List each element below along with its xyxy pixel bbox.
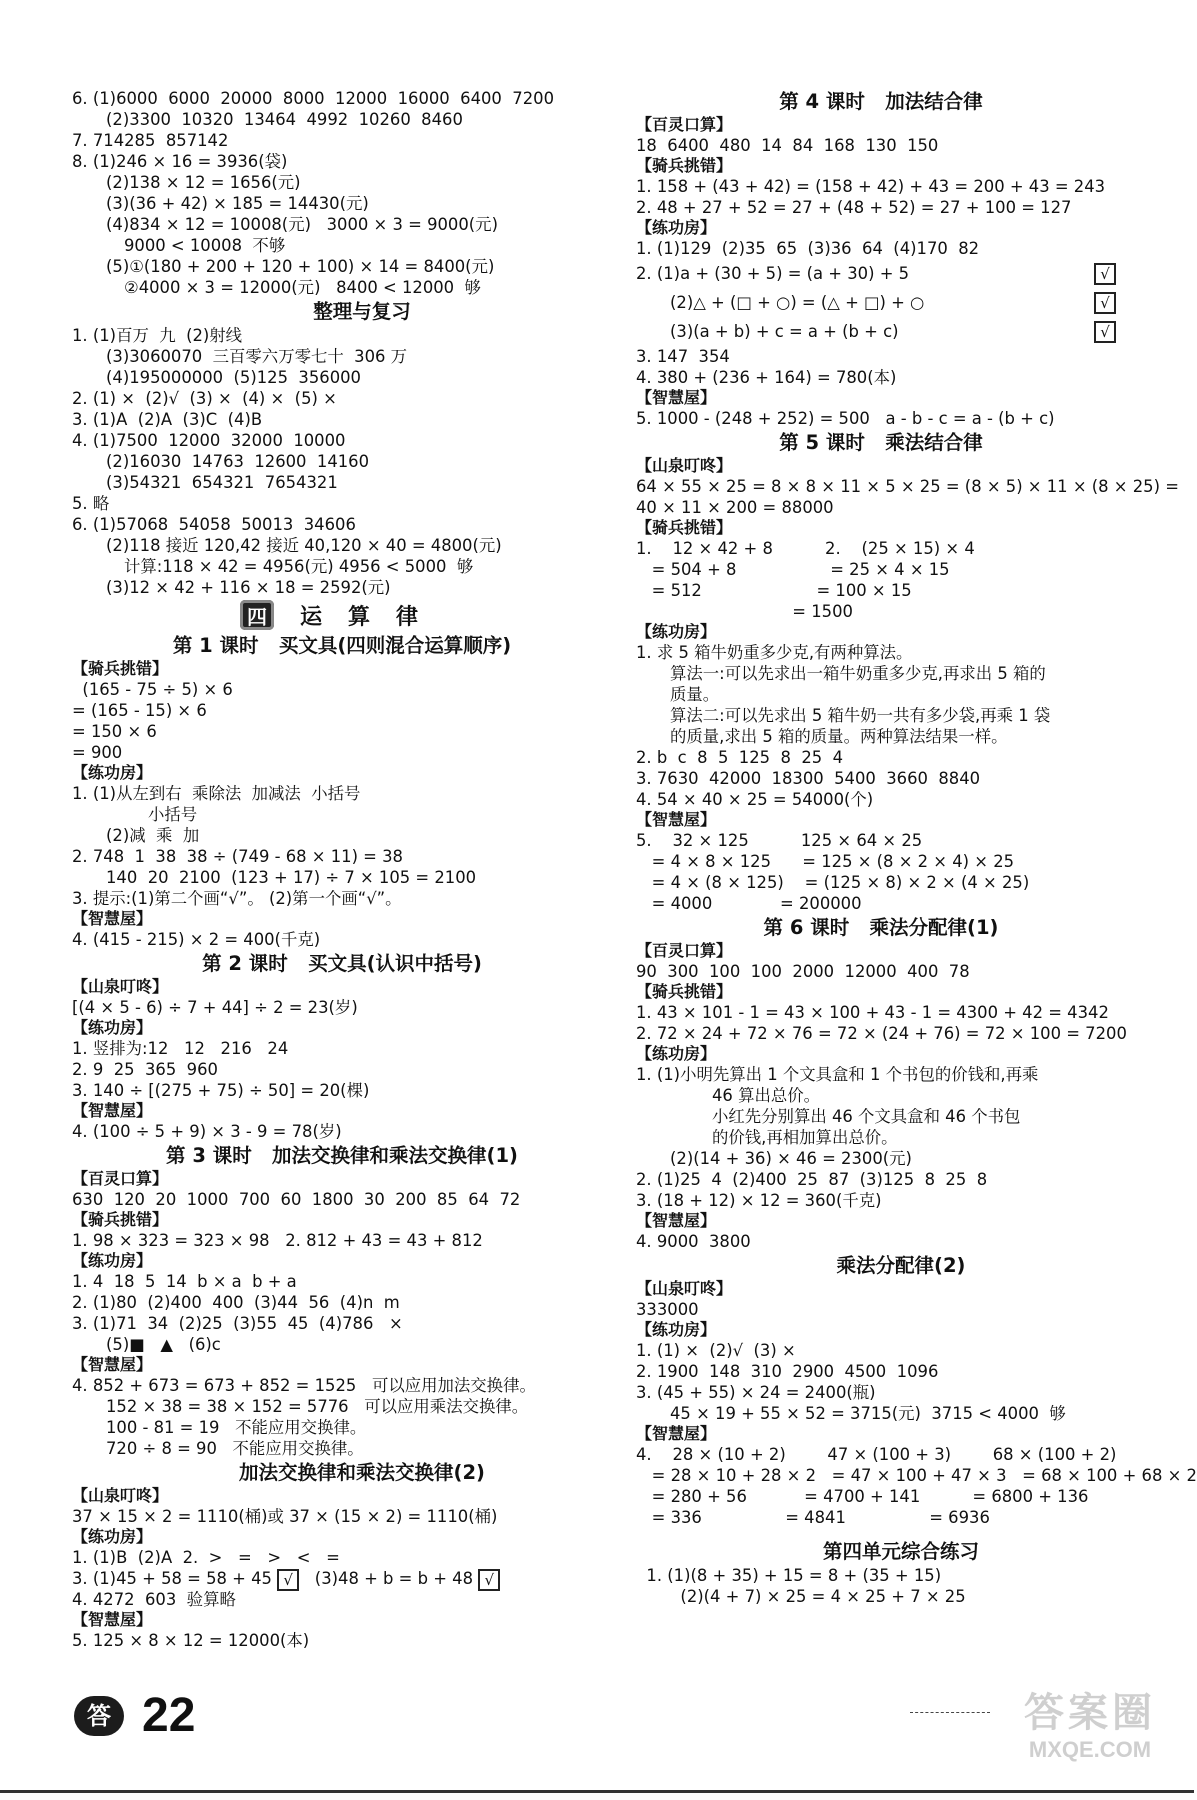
answer-line: = 1500 [636,602,853,621]
answer-line: 333000 [636,1300,699,1319]
answer-line: 1. 12 × 42 + 8 2. (25 × 15) × 4 [636,539,975,558]
section-label: 【智慧屋】 [72,1610,153,1629]
check-box: √ [277,1569,299,1591]
section-label: 【百灵口算】 [72,1169,169,1188]
section-label: 【百灵口算】 [636,115,733,134]
answer-line: 的质量,求出 5 箱的质量。两种算法结果一样。 [670,727,1008,746]
answer-line [636,288,1126,317]
answer-line: 1. (1)129 (2)35 65 (3)36 64 (4)170 82 [636,239,980,258]
answer-line: 46 算出总价。 [712,1086,821,1105]
lesson-heading: 第 4 课时 加法结合律 [779,90,983,113]
lesson-heading: 第 3 课时 加法交换律和乘法交换律(1) [166,1144,518,1167]
answer-line: 7. 714285 857142 [72,131,229,150]
watermark-url: MXQE.COM [1028,1737,1152,1762]
answer-line: (3)12 × 42 + 116 × 18 = 2592(元) [106,578,391,597]
page-number: 22 [142,1689,196,1742]
answer-line: (4)195000000 (5)125 356000 [106,368,361,387]
unit-title [72,598,612,632]
answer-line: 2. (1)25 4 (2)400 25 87 (3)125 8 25 8 [636,1170,988,1189]
answer-line: [(4 × 5 - 6) ÷ 7 + 44] ÷ 2 = 23(岁) [72,998,358,1017]
section-label: 【智慧屋】 [636,1424,717,1443]
section-label: 【智慧屋】 [636,1211,717,1230]
answer-line: = 900 [72,743,123,762]
answer-line: = 336 = 4841 = 6936 [636,1508,990,1527]
lesson-heading: 整理与复习 [313,300,411,323]
answer-line: (3)(36 + 42) × 185 = 14430(元) [106,194,369,213]
answer-line: 90 300 100 100 2000 12000 400 78 [636,962,970,981]
answer-line: 1. 竖排为:12 12 216 24 [72,1039,289,1058]
answer-line: 6. (1)6000 6000 20000 8000 12000 16000 6400 7200 [72,89,554,108]
section-label: 【智慧屋】 [72,1101,153,1120]
answer-line: 2. 72 × 24 + 72 × 76 = 72 × (24 + 76) = 72 × 100 = 7200 [636,1024,1127,1043]
watermark-logo [1000,1690,1180,1780]
answer-line: (2)3300 10320 13464 4992 10260 8460 [106,110,463,129]
answer-line: 2. b c 8 5 125 8 25 4 [636,748,844,767]
answer-line: 1. 98 × 323 = 323 × 98 2. 812 + 43 = 43 + 812 [72,1231,483,1250]
answer-line: 2. 1900 148 310 2900 4500 1096 [636,1362,939,1381]
answer-text: 2. (1)a + (30 + 5) = (a + 30) + 5 [636,264,910,283]
footer-dash [910,1712,990,1713]
answer-line: 45 × 19 + 55 × 52 = 3715(元) 3715 < 4000 够 [670,1404,1066,1423]
answer-line: 3. (1)71 34 (2)25 (3)55 45 (4)786 × [72,1314,403,1333]
answer-line: = 504 + 8 = 25 × 4 × 15 [636,560,950,579]
answer-line: 计算:118 × 42 = 4956(元) 4956 < 5000 够 [124,557,474,576]
answer-line: 1. (1)小明先算出 1 个文具盒和 1 个书包的价钱和,再乘 [636,1065,1039,1084]
answer-line: (2)16030 14763 12600 14160 [106,452,370,471]
answer-line: 720 ÷ 8 = 90 不能应用交换律。 [106,1439,364,1458]
section-label: 【山泉叮咚】 [636,1279,733,1298]
lesson-heading: 第 1 课时 买文具(四则混合运算顺序) [172,634,512,657]
answer-line: 9000 < 10008 不够 [124,236,286,255]
section-label: 【山泉叮咚】 [72,977,169,996]
check-box: √ [1094,292,1116,314]
unit-title-text: 运算律 [299,604,444,630]
answer-line: 4. (415 - 215) × 2 = 400(千克) [72,930,321,949]
answer-line: 1. (1) × (2)√ (3) × [636,1341,796,1360]
answer-line: 4. 54 × 40 × 25 = 54000(个) [636,790,874,809]
answer-line: 1. 求 5 箱牛奶重多少克,有两种算法。 [636,643,913,662]
answer-text: (3)(a + b) + c = a + (b + c) [670,322,899,341]
answer-line: 4. 4272 603 验算略 [72,1590,236,1609]
answer-line: (2)减 乘 加 [106,826,200,845]
answer-line: 3. (1)A (2)A (3)C (4)B [72,410,263,429]
answer-line: (5)■ ▲ (6)c [106,1335,221,1354]
answer-text: (2)△ + (□ + ○) = (△ + □) + ○ [670,293,925,312]
answer-text: (3)48 + b = b + 48 [299,1569,479,1588]
lesson-heading: 第 2 课时 买文具(认识中括号) [202,952,482,975]
section-label: 【骑兵挑错】 [636,156,733,175]
answer-line: (3)3060070 三百零六万零七十 306 万 [106,347,408,366]
answer-line: 2. (1) × (2)√ (3) × (4) × (5) × [72,389,337,408]
answer-line: 1. (1)(8 + 35) + 15 = 8 + (35 + 15) [636,1566,942,1585]
answer-line: 18 6400 480 14 84 168 130 150 [636,136,939,155]
lesson-heading: 加法交换律和乘法交换律(2) [239,1461,485,1484]
section-label: 【智慧屋】 [636,810,717,829]
section-label: 【练功房】 [72,1018,153,1037]
section-label: 【练功房】 [636,218,717,237]
section-label: 【骑兵挑错】 [636,518,733,537]
answer-line: 5. 32 × 125 125 × 64 × 25 [636,831,923,850]
answer-line: 4. (100 ÷ 5 + 9) × 3 - 9 = 78(岁) [72,1122,342,1141]
answer-line: 5. 125 × 8 × 12 = 12000(本) [72,1631,310,1650]
answer-line: 5. 略 [72,494,110,513]
section-label: 【练功房】 [72,1251,153,1270]
right-column [636,88,1197,1607]
answer-line: 8. (1)246 × 16 = 3936(袋) [72,152,288,171]
section-label: 【山泉叮咚】 [636,456,733,475]
answer-line: 的价钱,再相加算出总价。 [712,1128,898,1147]
section-label: 【练功房】 [636,1320,717,1339]
answer-line: 4. 380 + (236 + 164) = 780(本) [636,368,897,387]
answer-line: = 4 × 8 × 125 = 125 × (8 × 2 × 4) × 25 [636,852,1015,871]
answer-line: (4)834 × 12 = 10008(元) 3000 × 3 = 9000(元) [106,215,498,234]
answer-line: 1. (1)B (2)A 2. > = > < = [72,1548,340,1567]
answer-line: 3. 147 354 [636,347,730,366]
answer-line: 100 - 81 = 19 不能应用交换律。 [106,1418,367,1437]
answer-line: 140 20 2100 (123 + 17) ÷ 7 × 105 = 2100 [106,868,477,887]
answer-line: = 28 × 10 + 28 × 2 = 47 × 100 + 47 × 3 = 68 × 100 + 68 × 2 [636,1466,1197,1485]
answer-line: 6. (1)57068 54058 50013 34606 [72,515,356,534]
section-label: 【练功房】 [72,1527,153,1546]
section-label: 【智慧屋】 [72,909,153,928]
answer-line: 2. 9 25 365 960 [72,1060,218,1079]
answer-line: 1. 43 × 101 - 1 = 43 × 100 + 43 - 1 = 4300 + 42 = 4342 [636,1003,1109,1022]
answer-line: 小红先分别算出 46 个文具盒和 46 个书包 [712,1107,1021,1126]
answer-line: (2)(14 + 36) × 46 = 2300(元) [670,1149,912,1168]
section-label: 【骑兵挑错】 [636,982,733,1001]
answer-line: 3. 7630 42000 18300 5400 3660 8840 [636,769,981,788]
answer-line: 1. 4 18 5 14 b × a b + a [72,1272,297,1291]
answer-line: 4. 852 + 673 = 673 + 852 = 1525 可以应用加法交换律。 [72,1376,536,1395]
answer-line: 37 × 15 × 2 = 1110(桶)或 37 × (15 × 2) = 1110(桶) [72,1507,498,1526]
answer-line: = 4 × (8 × 125) = (125 × 8) × 2 × (4 × 25) [636,873,1030,892]
answer-line: 40 × 11 × 200 = 88000 [636,498,834,517]
section-label: 【骑兵挑错】 [72,1210,169,1229]
answer-line: 3. (18 + 12) × 12 = 360(千克) [636,1191,882,1210]
answer-line: 1. (1)从左到右 乘除法 加减法 小括号 [72,784,361,803]
check-box: √ [478,1569,500,1591]
answer-line: 4. 28 × (10 + 2) 47 × (100 + 3) 68 × (100 + 2) [636,1445,1117,1464]
answer-line: 1. 158 + (43 + 42) = (158 + 42) + 43 = 200 + 43 = 243 [636,177,1106,196]
answer-line: 算法二:可以先求出 5 箱牛奶一共有多少袋,再乘 1 袋 [670,706,1051,725]
section-label: 【练功房】 [636,622,717,641]
left-column [72,88,612,1651]
answer-line: (165 - 75 ÷ 5) × 6 [72,680,233,699]
answer-line: = 150 × 6 [72,722,157,741]
answer-line: ②4000 × 3 = 12000(元) 8400 < 12000 够 [124,278,481,297]
answer-line: (2)118 接近 120,42 接近 40,120 × 40 = 4800(元) [106,536,502,555]
answer-line: = 280 + 56 = 4700 + 141 = 6800 + 136 [636,1487,1089,1506]
section-label: 【骑兵挑错】 [72,659,169,678]
answer-line: 4. 9000 3800 [636,1232,751,1251]
watermark-title: 答案圈 [1024,1690,1156,1736]
spacer [636,1528,1126,1538]
answer-line: = (165 - 15) × 6 [72,701,207,720]
answer-line: 3. 提示:(1)第二个画“√”。 (2)第一个画“√”。 [72,889,402,908]
answer-line [636,259,1126,288]
section-label: 【智慧屋】 [636,388,717,407]
answer-line: 3. (45 + 55) × 24 = 2400(瓶) [636,1383,876,1402]
section-label: 【练功房】 [636,1044,717,1063]
unit-number-badge: 四 [240,600,274,630]
answer-line: 64 × 55 × 25 = 8 × 8 × 11 × 5 × 25 = (8 × 5) × 11 × (8 × 25) = [636,477,1179,496]
answer-line: 算法一:可以先求出一箱牛奶重多少克,再求出 5 箱的 [670,664,1046,683]
lesson-heading: 第 6 课时 乘法分配律(1) [763,916,999,939]
answer-line: = 4000 = 200000 [636,894,862,913]
lesson-heading: 乘法分配律(2) [836,1254,966,1277]
answer-line: 质量。 [670,685,720,704]
bottom-rule [0,1790,1194,1793]
check-box: √ [1094,321,1116,343]
lesson-heading: 第四单元综合练习 [822,1540,979,1563]
answer-line: 4. (1)7500 12000 32000 10000 [72,431,346,450]
answer-line [636,317,1126,346]
answer-line: 1. (1)百万 九 (2)射线 [72,326,243,345]
answer-line: 3. 140 ÷ [(275 + 75) ÷ 50] = 20(棵) [72,1081,370,1100]
answer-line: 5. 1000 - (248 + 252) = 500 a - b - c = a - (b + c) [636,409,1055,428]
answer-line: 152 × 38 = 38 × 152 = 5776 可以应用乘法交换律。 [106,1397,529,1416]
answer-line: (2)138 × 12 = 1656(元) [106,173,301,192]
section-label: 【山泉叮咚】 [72,1486,169,1505]
answer-line: 2. 48 + 27 + 52 = 27 + (48 + 52) = 27 + 100 = 127 [636,198,1072,217]
answer-line: (3)54321 654321 7654321 [106,473,338,492]
answer-line [72,1568,612,1589]
answer-badge: 答 [74,1696,124,1736]
section-label: 【智慧屋】 [72,1355,153,1374]
answer-line: 2. 748 1 38 38 ÷ (749 - 68 × 11) = 38 [72,847,403,866]
answer-line: (2)(4 + 7) × 25 = 4 × 25 + 7 × 25 [670,1587,966,1606]
answer-line: = 512 = 100 × 15 [636,581,912,600]
section-label: 【练功房】 [72,763,153,782]
answer-text: 3. (1)45 + 58 = 58 + 45 [72,1569,278,1588]
answer-line: 小括号 [148,805,198,824]
check-box: √ [1094,263,1116,285]
answer-line: 2. (1)80 (2)400 400 (3)44 56 (4)n m [72,1293,400,1312]
lesson-heading: 第 5 课时 乘法结合律 [779,431,983,454]
answer-line: (5)①(180 + 200 + 120 + 100) × 14 = 8400(元) [106,257,495,276]
section-label: 【百灵口算】 [636,941,733,960]
answer-line: 630 120 20 1000 700 60 1800 30 200 85 64 72 [72,1190,521,1209]
